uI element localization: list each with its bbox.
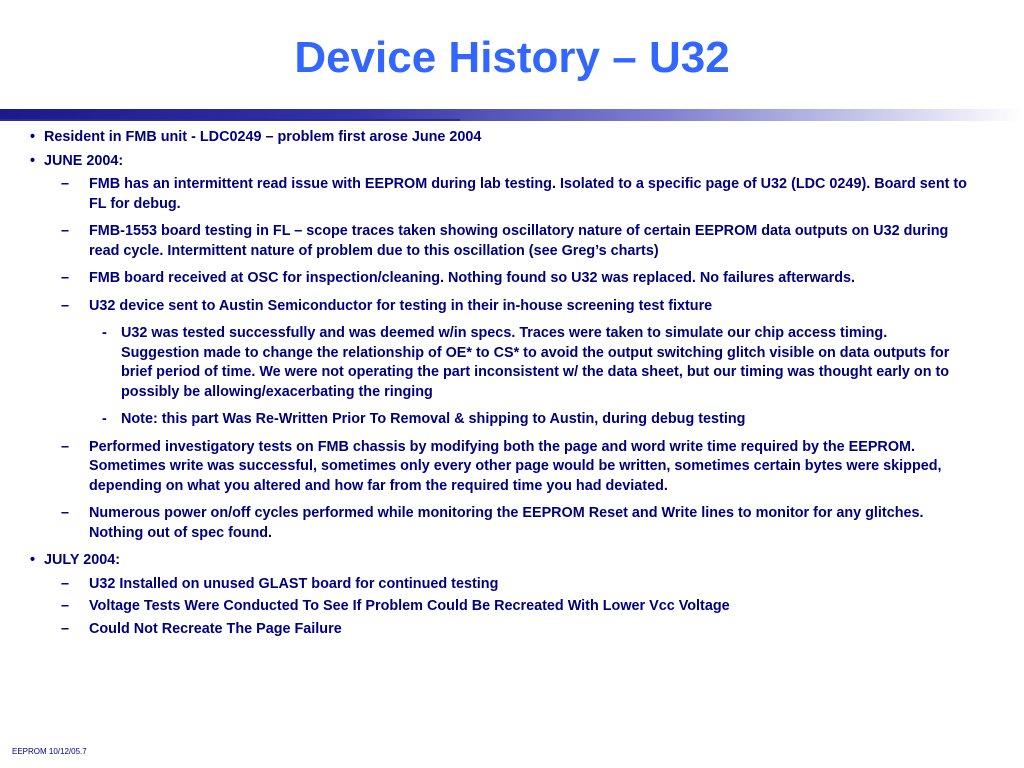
bullet-dot: • [30, 129, 36, 145]
bullet-dot: • [30, 152, 36, 169]
title-gradient-bar [0, 109, 1024, 121]
bullet-text: JUNE 2004: [44, 152, 124, 169]
bullet-dot: • [30, 552, 36, 568]
sub-bullet-item [28, 438, 968, 497]
sub-bullet-text: Voltage Tests Were Conducted To See If Problem Could Be Recreated With Lower Vcc Voltage [89, 598, 730, 614]
sub-bullet-item [28, 504, 968, 543]
dash-bullet: – [61, 176, 70, 192]
dash-bullet: – [61, 223, 70, 239]
sub-bullet-item [28, 620, 968, 640]
dash-bullet: – [61, 505, 70, 521]
sub-bullet-text: Performed investigatory tests on FMB chassis by modifying both the page and word write time required by the EEPROM. Sometimes write was successful, sometimes only every other page would be written, sometimes certain bytes were skipped, depending on what you altered and how far from the required time you had deviated. [89, 438, 942, 494]
bullet-text: Resident in FMB unit - LDC0249 – problem first arose June 2004 [44, 129, 482, 145]
sub-bullet-item [28, 297, 968, 317]
hyphen-bullet: - [102, 411, 107, 427]
bullet-item [28, 152, 968, 172]
dash-bullet: – [61, 575, 70, 592]
sub-sub-bullet-item [28, 410, 968, 430]
sub-bullet-text: U32 device sent to Austin Semiconductor for testing in their in-house screening test fixture [89, 297, 713, 314]
bullet-item [28, 551, 968, 571]
title-underline [0, 119, 460, 121]
sub-sub-bullet-item [28, 324, 968, 402]
dash-bullet: – [61, 270, 70, 286]
sub-bullet-text: FMB-1553 board testing in FL – scope traces taken showing oscillatory nature of certain EEPROM data outputs on U32 during read cycle. Intermittent nature of problem due to this oscillation (see Greg’s charts) [89, 223, 949, 259]
dash-bullet: – [61, 620, 70, 637]
dash-bullet: – [61, 598, 70, 614]
footer-label: EEPROM 10/12/05.7 [12, 747, 87, 756]
dash-bullet: – [61, 297, 70, 314]
bullet-item [28, 128, 968, 148]
slide-title: Device History – U32 [294, 33, 730, 82]
sub-bullet-text: Could Not Recreate The Page Failure [89, 620, 342, 637]
hyphen-bullet: - [102, 325, 107, 341]
sub-bullet-text: FMB has an intermittent read issue with EEPROM during lab testing. Isolated to a specific page of U32 (LDC 0249). Board sent to FL for debug. [89, 176, 967, 212]
sub-sub-bullet-text: Note: this part Was Re-Written Prior To Removal & shipping to Austin, during debug testing [121, 411, 746, 427]
sub-bullet-item [28, 175, 968, 214]
sub-bullet-item [28, 597, 968, 617]
sub-bullet-text: U32 Installed on unused GLAST board for continued testing [89, 575, 499, 592]
sub-bullet-item [28, 269, 968, 289]
sub-bullet-item [28, 222, 968, 261]
bullet-text: JULY 2004: [44, 552, 121, 568]
sub-sub-bullet-text: U32 was tested successfully and was deemed w/in specs. Traces were taken to simulate our chip access timing. Suggestion made to change the relationship of OE* to CS* to avoid the output switching glitch visible on data outputs for brief period of time. We were not operating the part inconsistent w/ the data sheet, but our timing was thought early on to possibly be allowing/exacerbating the ringing [121, 325, 950, 400]
dash-bullet: – [61, 438, 70, 455]
sub-bullet-text: Numerous power on/off cycles performed while monitoring the EEPROM Reset and Write lines to monitor for any glitches. Nothing out of spec found. [89, 505, 924, 541]
sub-bullet-item [28, 575, 968, 595]
sub-bullet-text: FMB board received at OSC for inspection/cleaning. Nothing found so U32 was replaced. No failures afterwards. [89, 270, 856, 286]
bullet-list [28, 128, 968, 642]
